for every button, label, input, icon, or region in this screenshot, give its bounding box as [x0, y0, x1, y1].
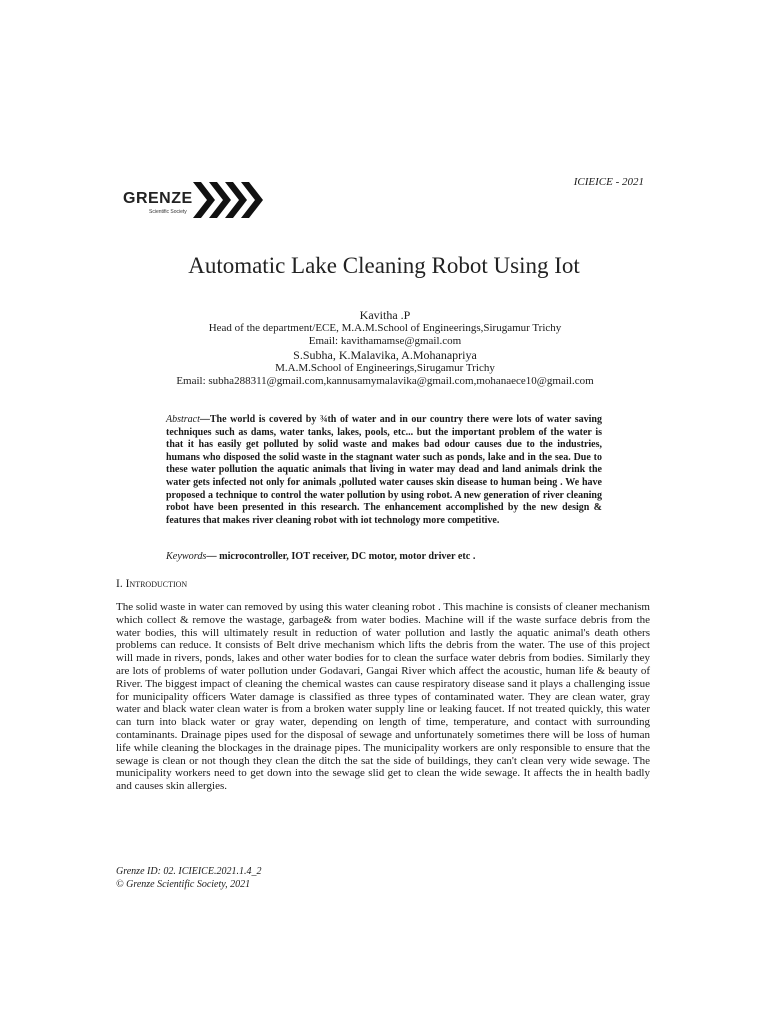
affiliation-secondary: M.A.M.School of Engineerings,Sirugamur Trichy [275, 362, 495, 374]
grenze-logo [121, 176, 271, 224]
copyright: © Grenze Scientific Society, 2021 [116, 879, 251, 890]
grenze-id: Grenze ID: 02. ICIEICE.2021.1.4_2 [116, 866, 262, 877]
logo-text: GRENZE [123, 190, 193, 207]
email-secondary: Email: subha288311@gmail.com,kannusamymalavika@gmail.com,mohanaece10@gmail.com [176, 375, 594, 387]
logo-subtext: Scientific Society [149, 209, 187, 215]
author-names-secondary: S.Subha, K.Malavika, A.Mohanapriya [293, 348, 477, 362]
paper-title: Automatic Lake Cleaning Robot Using Iot [188, 253, 580, 278]
abstract [166, 414, 602, 527]
affiliation-primary: Head of the department/ECE, M.A.M.School of Engineerings,Sirugamur Trichy [208, 322, 562, 334]
author-name-primary: Kavitha .P [359, 308, 411, 322]
keywords-text: — microcontroller, IOT receiver, DC motor, motor driver etc . [206, 551, 476, 562]
introduction-paragraph: The solid waste in water can removed by using this water cleaning robot . This machine is consists of cleaner mechanism which collect & remove the wastage, garbage& from water bodies. Machine will if the waste surface debris from the water bodies, this will ultimately result in reduction of water pollution and lastly the aquatic animal's death others problems can reduce. It consists of Belt drive mechanism which lifts the debris from the water. The use of this project will made in rivers, ponds, lakes and other water bodies for to clean the surface water debris from bodies. Similarly they are lots of problems of water pollution under Godavari, Gangai River which affect the acoustic, human life & beauty of River. The biggest impact of cleaning the chemical wastes can cause respiratory disease sand it plays a challenging issue for municipality officers Water damage is classified as three types of contaminated water. They are clean water, gray water and black water clean water is from a broken water supply line or leaking faucet. If not treated quickly, this water can turn into black water or gray water, depending on length of time, temperature, and contact with surrounding contaminants. Drainage pipes used for the disposal of sewage and unfortunately sometimes there will be loss of human life while cleaning the blockages in the drainage pipes. The municipality workers are only responsible to ensure that the sewage is clean or not though they clean the ditch the sat the side of buildings, they can't clean very wide sewage. The municipality workers need to get down into the sewage slid get to clean the wide sewage. It affects the in health badly and causes skin allergies. [116, 601, 650, 793]
section-title: Introduction [125, 578, 188, 590]
footer [116, 865, 261, 891]
email-primary: Email: kavithamamse@gmail.com [308, 335, 462, 347]
abstract-label: Abstract [166, 414, 200, 425]
conference-label: ICIEICE - 2021 [573, 176, 644, 188]
section-heading-introduction [116, 578, 187, 590]
section-number: I. [116, 578, 126, 590]
keywords [166, 551, 602, 562]
abstract-text: —The world is covered by ¾th of water and in our country there were lots of water saving techniques such as dams, water tanks, lakes, pools, etc... but the important problem of the water is that it has easily get polluted by solid waste and makes bad odour causes due to the industries, humans who disposed the solid waste in the stagnant water such as ponds, lake and in the sea. Due to these water pollution the aquatic animals that living in water may dead and land animals drink the water gets infected not only for animals ,polluted water causes skin disease to human being . We have proposed a technique to control the water pollution by using robot. A new generation of river cleaning robot have been presented in this research. The enhancement accomplished by the new design & features that makes river cleaning robot with iot technology more competitive. [166, 414, 602, 526]
keywords-label: Keywords [166, 551, 207, 562]
chevrons-icon [193, 178, 269, 222]
author-block [120, 308, 650, 388]
